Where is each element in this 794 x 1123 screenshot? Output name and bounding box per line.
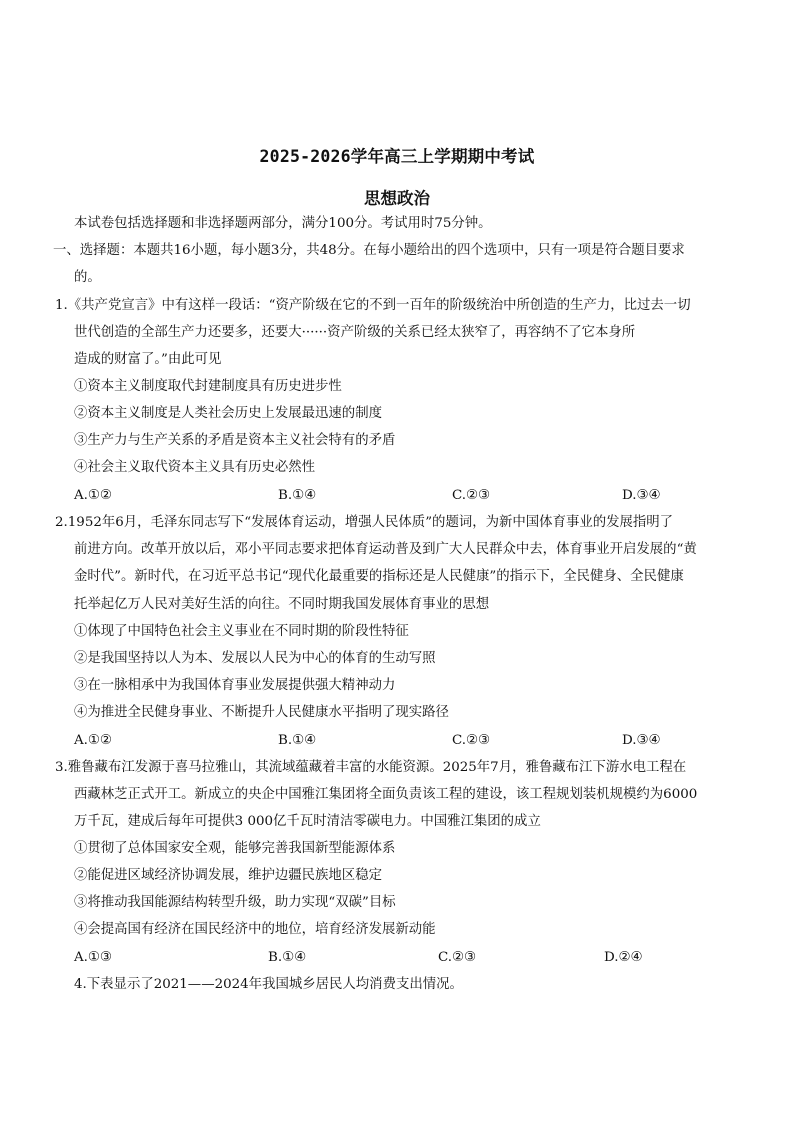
section-heading: 一、选择题：本题共16小题，每小题3分，共48分。在每小题给出的四个选项中，只有一项是符合题目要求 — [53, 243, 685, 258]
statement-item: ④为推进全民健身事业、不断提升人民健康水平指明了现实路径 — [74, 705, 449, 720]
option-d: D.③④ — [622, 488, 661, 503]
statement-item: ①资本主义制度取代封建制度具有历史进步性 — [74, 379, 342, 394]
statement-item: ①体现了中国特色社会主义事业在不同时期的阶段性特征 — [74, 624, 409, 639]
question-stem: 2.1952年6月，毛泽东同志写下“发展体育运动，增强人民体质”的题词，为新中国体育事业的发展指明了 — [55, 515, 674, 530]
option-d: D.②④ — [604, 950, 643, 965]
intro-text: 本试卷包括选择题和非选择题两部分，满分100分。考试用时75分钟。 — [74, 216, 492, 231]
question-stem: 1.《共产党宣言》中有这样一段话：“资产阶级在它的不到一百年的阶级统治中所创造的生产力，比过去一切 — [55, 298, 691, 313]
question-stem: 金时代”。新时代，在习近平总书记“现代化最重要的指标还是人民健康”的指示下，全民健身、全民健康 — [74, 569, 684, 584]
question-stem: 前进方向。改革开放以后，邓小平同志要求把体育运动普及到广大人民群众中去，体育事业开启发展的“黄 — [74, 542, 697, 557]
statement-item: ④会提高国有经济在国民经济中的地位，培育经济发展新动能 — [74, 922, 436, 937]
statement-item: ②是我国坚持以人为本、发展以人民为中心的体育的生动写照 — [74, 651, 436, 666]
statement-item: ②资本主义制度是人类社会历史上发展最迅速的制度 — [74, 406, 382, 421]
option-a: A.①③ — [74, 950, 112, 965]
option-b: B.①④ — [278, 488, 317, 503]
question-stem: 西藏林芝正式开工。新成立的央企中国雅江集团将全面负责该工程的建设，该工程规划装机规模约为6000 — [74, 787, 698, 802]
option-a: A.①② — [74, 733, 112, 748]
question-stem: 托举起亿万人民对美好生活的向往。不同时期我国发展体育事业的思想 — [74, 597, 490, 612]
statement-item: ③在一脉相承中为我国体育事业发展提供强大精神动力 — [74, 678, 396, 693]
question-stem: 造成的财富了。”由此可见 — [74, 352, 222, 367]
subject-title: 思想政治 — [364, 189, 430, 208]
option-b: B.①④ — [278, 733, 317, 748]
statement-item: ③生产力与生产关系的矛盾是资本主义社会特有的矛盾 — [74, 433, 396, 448]
option-d: D.③④ — [622, 733, 661, 748]
question-stem: 3.雅鲁藏布江发源于喜马拉雅山，其流域蕴藏着丰富的水能资源。2025年7月，雅鲁藏布江下游水电工程在 — [55, 760, 687, 775]
question-stem: 4.下表显示了2021——2024年我国城乡居民人均消费支出情况。 — [74, 977, 463, 992]
option-c: C.②③ — [452, 733, 491, 748]
option-a: A.①② — [74, 488, 112, 503]
question-stem: 万千瓦，建成后每年可提供3 000亿千瓦时清洁零碳电力。中国雅江集团的成立 — [74, 814, 541, 829]
option-c: C.②③ — [452, 488, 491, 503]
section-heading-cont: 的。 — [74, 270, 101, 285]
option-c: C.②③ — [438, 950, 477, 965]
question-stem: 世代创造的全部生产力还要多，还要大······资产阶级的关系已经太狭窄了，再容纳不了它本身所 — [74, 325, 636, 340]
exam-title: 2025-2026学年高三上学期期中考试 — [259, 147, 535, 166]
statement-item: ③将推动我国能源结构转型升级，助力实现“双碳”目标 — [74, 895, 396, 910]
statement-item: ②能促进区域经济协调发展，维护边疆民族地区稳定 — [74, 868, 382, 883]
statement-item: ①贯彻了总体国家安全观，能够完善我国新型能源体系 — [74, 841, 396, 856]
statement-item: ④社会主义取代资本主义具有历史必然性 — [74, 460, 316, 475]
option-b: B.①④ — [268, 950, 307, 965]
